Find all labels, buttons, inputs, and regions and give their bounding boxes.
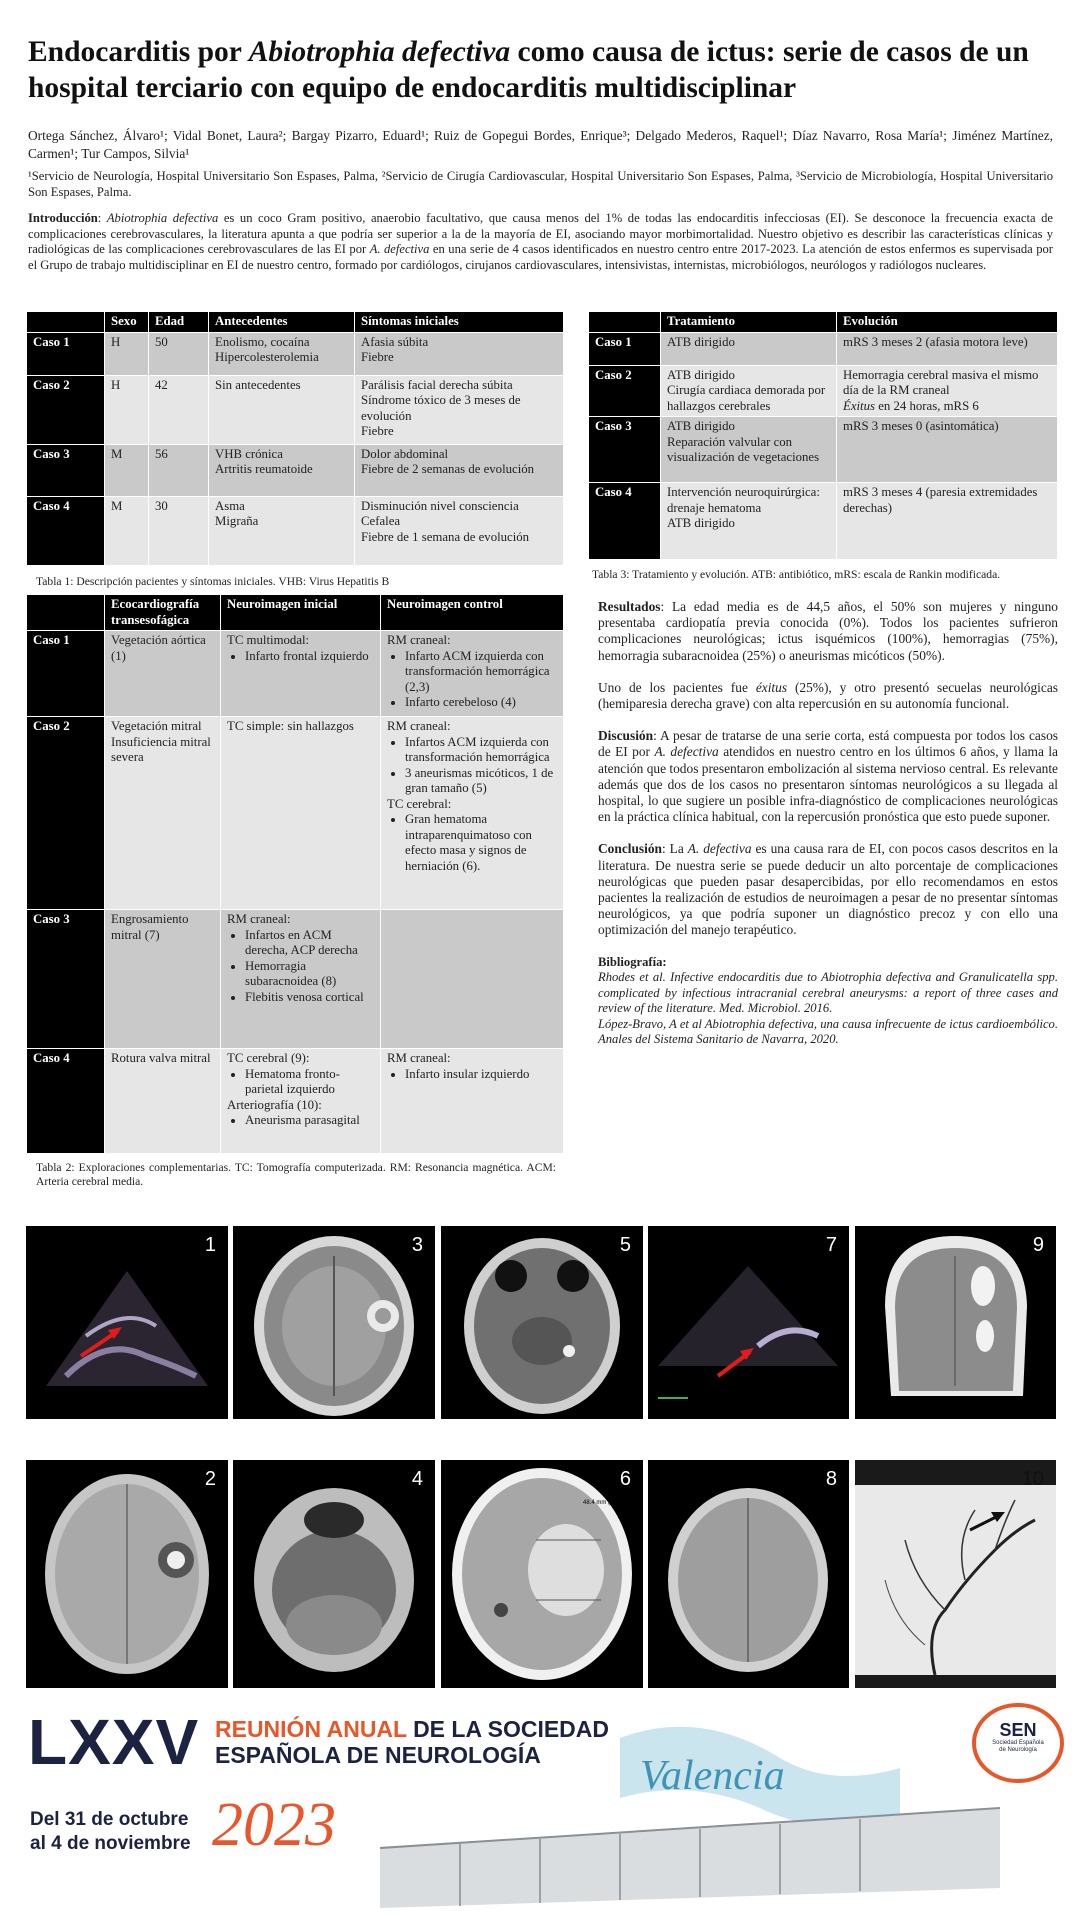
table-row: Caso 4 M 30 Asma Migraña Disminución nivel consciencia Cefalea Fiebre de 1 semana de evolución: [27, 496, 564, 565]
table1-header-empty: [27, 312, 105, 333]
image-number: 7: [825, 1234, 837, 1256]
image-number: 1: [204, 1234, 216, 1256]
table-row: Caso 4 Rotura valva mitral TC cerebral (9): • Hematoma fronto-parietal izquierdo Arteriografía (10): • Aneurisma parasagital RM craneal: • Infarto insular izquierdo: [27, 1049, 564, 1154]
affiliations: ¹Servicio de Neurología, Hospital Universitario Son Espases, Palma, ²Servicio de Cirugía Cardiovascular, Hospital Universitario Son Espases, Palma, ³Servicio de Microbiología, Hospital Universitario Son Espases, Palma.: [28, 169, 1053, 199]
congress-dates: Del 31 de octubre al 4 de noviembre: [30, 1809, 191, 1854]
discussion-paragraph: Discusión: A pesar de tratarse de una serie corta, está compuesta por todos los casos de EI por A. defectiva atendidos en nuestro centro en los últimos 6 años, y llama la atención que todos presentaron embolización al sistema nervioso central. Es relevante además que dos de los casos no presentaron síntomas neurológicos a su llegada al hospital, lo que sugiere un posible infra-diagnóstico de complicaciones neurológicas en la práctica clínica habitual, con la repercusión pronóstica que esto puede suponer.: [598, 728, 1058, 825]
congress-year: 2023: [212, 1791, 336, 1859]
image-number: 8: [825, 1468, 837, 1490]
results-discussion-column: [598, 599, 1058, 1048]
table3-header-evolucion: Evolución: [837, 312, 1058, 333]
image-number: 4: [411, 1468, 423, 1490]
table2-header-inicial: Neuroimagen inicial: [221, 595, 381, 631]
congress-footer: [0, 1698, 1081, 1920]
results-paragraph-2: Uno de los pacientes fue éxitus (25%), y otro presentó secuelas neurológicas (hemiparesia derecha grave) con alta repercusión en su autonomía funcional.: [598, 679, 1058, 712]
image-2-mri-swi: [26, 1460, 228, 1688]
poster-title: Endocarditis por Abiotrophia defectiva como causa de ictus: serie de casos de un hospital terciario con equipo de endocarditis multidisciplinar: [28, 36, 1029, 104]
table2-caption: Tabla 2: Exploraciones complementarias. TC: Tomografía computerizada. RM: Resonancia magnética. ACM: Arteria cerebral media.: [36, 1161, 556, 1188]
image-3-mri-axial: [233, 1226, 435, 1419]
ct-measure-bottom: 79.7 mm (2D): [583, 1674, 620, 1680]
image-10-angiography: [855, 1460, 1056, 1688]
table1-caption: Tabla 1: Descripción pacientes y síntomas iniciales. VHB: Virus Hepatitis B: [36, 575, 390, 588]
table3-caption: Tabla 3: Tratamiento y evolución. ATB: antibiótico, mRS: escala de Rankin modificada.: [592, 568, 1001, 581]
table3-header-tratamiento: Tratamiento: [661, 312, 837, 333]
table-row: Caso 2 ATB dirigido Cirugía cardiaca demorada por hallazgos cerebrales Hemorragia cerebral masiva el mismo día de la RM craneal Éxitus en 24 horas, mRS 6: [589, 365, 1058, 417]
bibliography: Bibliografía: Rhodes et al. Infective endocarditis due to Abiotrophia defectiva and Granulicatella spp. complicated by infectious intracranial cerebral aneurysms: a report of three cases and review of the literature. Med. Microbiol. 2016. López-Bravo, A et al Abiotrophia defectiva, una causa infrecuente de ictus cardioembólico. Anales del Sistema Sanitario de Navarra, 2020.: [598, 954, 1058, 1047]
table1-header-sexo: Sexo: [105, 312, 149, 333]
roman-numeral: LXXV: [28, 1706, 200, 1778]
table-explorations: [26, 594, 564, 1154]
table-row: Caso 2 H 42 Sin antecedentes Parálisis facial derecha súbita Síndrome tóxico de 3 meses de evolución Fiebre: [27, 375, 564, 444]
table-row: Caso 3 Engrosamiento mitral (7) RM craneal: • Infartos en ACM derecha, ACP derecha • Hemorragia subaracnoidea (8) • Flebitis venosa cortical: [27, 910, 564, 1049]
image-1-echocardiogram: [26, 1226, 228, 1419]
table-row: Caso 3 ATB dirigido Reparación valvular con visualización de vegetaciones mRS 3 meses 0 (asintomática): [589, 417, 1058, 483]
results-paragraph: Resultados: La edad media es de 44,5 años, el 50% son mujeres y ninguno presentaba cardiopatía previa conocida (0%). Todos los pacientes sufrieron complicaciones neurológicas; ictus isquémicos (100%), hemorragias (75%), hemorragia subaracnoidea (25%) o aneurismas micóticos (50%).: [598, 599, 1058, 663]
table1-header-antecedentes: Antecedentes: [209, 312, 355, 333]
authors: Ortega Sánchez, Álvaro¹; Vidal Bonet, Laura²; Bargay Pizarro, Eduard¹; Ruiz de Gopegui Bordes, Enrique³; Delgado Mederos, Raquel¹; Díaz Navarro, Rosa María¹; Jiménez Martínez, Carmen¹; Tur Campos, Silvia¹: [28, 128, 1053, 161]
image-9-ct-coronal: [855, 1226, 1056, 1419]
congress-name-line1: REUNIÓN ANUAL DE LA SOCIEDAD: [215, 1716, 610, 1742]
introduction: Introducción: Abiotrophia defectiva es un coco Gram positivo, anaerobio facultativo, que causa menos del 1% de todas las endocarditis infecciosas (EI). Se desconoce la frecuencia exacta de complicaciones cerebrovasculares, la literatura apunta a que podría ser superior a la de la mayoría de EI, asociando mayor morbimortalidad. Nuestro objetivo es describir las características clínicas y radiológicas de las complicaciones cerebrovasculares de las EI por A. defectiva en una serie de 4 casos identificados en nuestro centro entre 2017-2023. La atención de estos enfermos es supervisada por el Grupo de trabajo multidisciplinar en EI de nuestro centro, formado por cardiólogos, cirujanos cardiovasculares, intensivistas, internistas, microbiólogos, neurólogos y radiólogos nucleares.: [28, 211, 1054, 272]
image-7-echocardiogram: [648, 1226, 849, 1419]
table-patients: [26, 311, 564, 566]
image-number: 10: [1021, 1468, 1044, 1490]
table1-header-sintomas: Síntomas iniciales: [355, 312, 564, 333]
image-number: 5: [619, 1234, 631, 1256]
table1-header-edad: Edad: [149, 312, 209, 333]
city-name: Valencia: [640, 1753, 785, 1799]
image-number: 3: [411, 1234, 423, 1256]
sen-logo: SEN Sociedad Española de Neurología: [992, 1720, 1044, 1753]
table2-header-eco: Ecocardiografía transesofágica: [105, 595, 221, 631]
table-treatment: [588, 311, 1058, 560]
table2-header-control: Neuroimagen control: [381, 595, 564, 631]
ct-measure-top: 48.4 mm (2D): [583, 1500, 620, 1506]
congress-name-line2: ESPAÑOLA DE NEUROLOGÍA: [215, 1742, 541, 1768]
image-6-ct-hematoma: [441, 1460, 643, 1688]
table-row: Caso 1 H 50 Enolismo, cocaína Hipercolesterolemia Afasia súbita Fiebre: [27, 332, 564, 375]
table-row: Caso 2 Vegetación mitral Insuficiencia mitral severa TC simple: sin hallazgos RM craneal: • Infartos ACM izquierda con transformación hemorrágica • 3 aneurismas micóticos, 1 de gran tamaño (5) TC cerebral: • Gran hematoma intraparenquimatoso con efecto masa y signos de herniación (6).: [27, 717, 564, 910]
image-number: 6: [619, 1468, 631, 1490]
table-row: Caso 1 ATB dirigido mRS 3 meses 2 (afasia motora leve): [589, 332, 1058, 365]
table-row: Caso 4 Intervención neuroquirúrgica: drenaje hematoma ATB dirigido mRS 3 meses 4 (paresia extremidades derechas): [589, 483, 1058, 560]
image-number: 9: [1032, 1234, 1044, 1256]
image-8-mri-swi: [648, 1460, 849, 1688]
table-row: Caso 3 M 56 VHB crónica Artritis reumatoide Dolor abdominal Fiebre de 2 semanas de evolución: [27, 444, 564, 496]
image-number: 2: [204, 1468, 216, 1490]
image-4-mri-posterior-fossa: [233, 1460, 435, 1688]
conclusion-paragraph: Conclusión: La A. defectiva es una causa rara de EI, con pocos casos descritos en la literatura. De nuestra serie se puede deducir un alto porcentaje de complicaciones neurológicas que pueden pasar desapercibidas, por ello recomendamos en estos pacientes la realización de estudios de neuroimagen a pesar de no presentar síntomas neurológicos, ya que podría suponer un diagnóstico precoz y con ello una optimización del manejo terapéutico.: [598, 841, 1058, 938]
table-row: Caso 1 Vegetación aórtica (1) TC multimodal: • Infarto frontal izquierdo RM craneal: • Infarto ACM izquierda con transformación hemorrágica (2,3) • Infarto cerebeloso (4): [27, 631, 564, 717]
image-5-mri-contrast: [441, 1226, 643, 1419]
